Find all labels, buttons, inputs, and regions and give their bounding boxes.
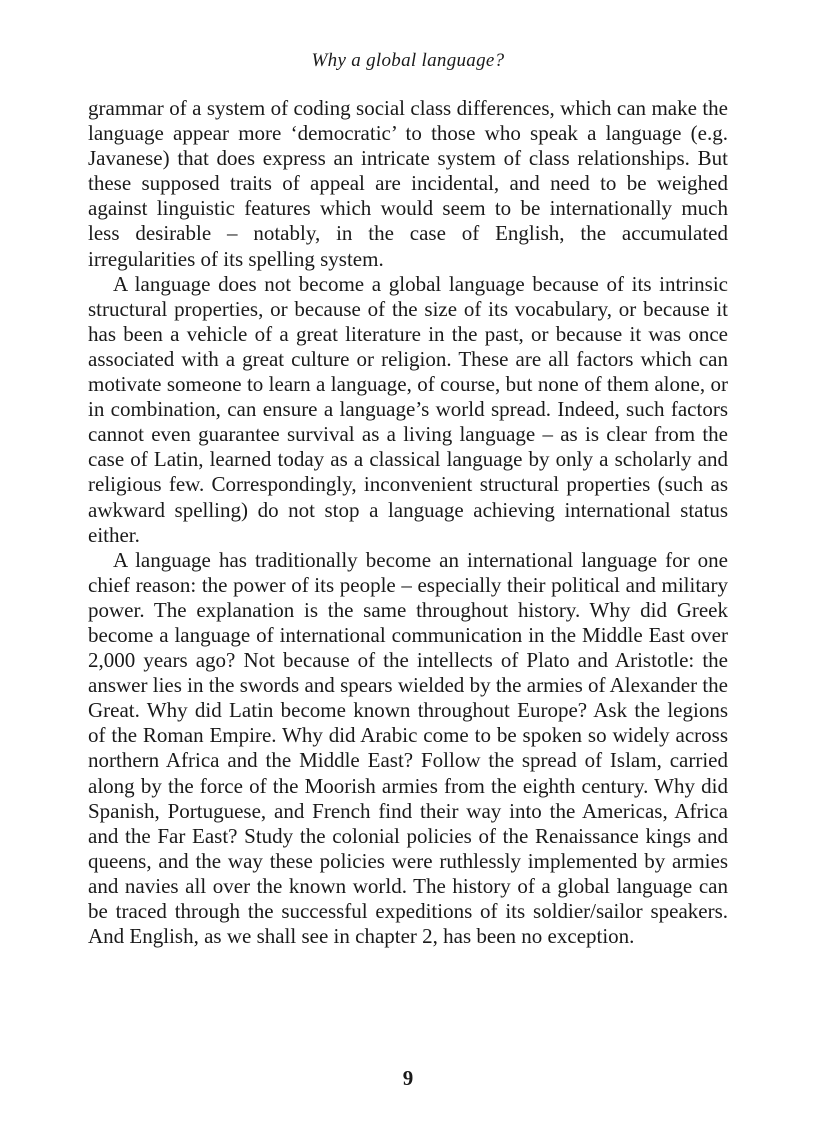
paragraph-2: A language does not become a global language because of its intrinsic structural properties, or because of the size of its vocabulary, or because it has been a vehicle of a great literature in the past, or because it was once associated with a great culture or religion. These are all factors which can motivate someone to learn a language, of course, but none of them alone, or in combination, can ensure a language’s world spread. Indeed, such factors cannot even guarantee survival as a living language – as is clear from the case of Latin, learned today as a classical language by only a scholarly and religious few. Correspondingly, inconvenient structural properties (such as awkward spelling) do not stop a language achieving international status either.: [88, 271, 728, 547]
running-head-title: Why a global language?: [311, 50, 505, 71]
paragraph-3: A language has traditionally become an international language for one chief reason: the power of its people – especially their political and military power. The explanation is the same throughout history. Why did Greek become a language of international communication in the Middle East over 2,000 years ago? Not because of the intellects of Plato and Aristotle: the answer lies in the swords and spears wielded by the armies of Alexander the Great. Why did Latin become known throughout Europe? Ask the legions of the Roman Empire. Why did Arabic come to be spoken so widely across northern Africa and the Middle East? Follow the spread of Islam, carried along by the force of the Moorish armies from the eighth century. Why did Spanish, Portuguese, and French find their way into the Americas, Africa and the Far East? Study the colonial policies of the Renaissance kings and queens, and the way these policies were ruthlessly implemented by armies and navies all over the known world. The history of a global language can be traced through the successful expeditions of its soldier/sailor speakers. And English, as we shall see in chapter 2, has been no exception.: [88, 547, 728, 949]
body-text: [88, 96, 728, 949]
page-number: 9: [402, 1066, 414, 1090]
paragraph-1: grammar of a system of coding social class differences, which can make the language appear more ‘democratic’ to those who speak a language (e.g. Javanese) that does express an intricate system of class relationships. But these supposed traits of appeal are incidental, and need to be weighed against linguistic features which would seem to be internationally much less desirable – notably, in the case of English, the accumulated irregularities of its spelling system.: [88, 96, 728, 271]
